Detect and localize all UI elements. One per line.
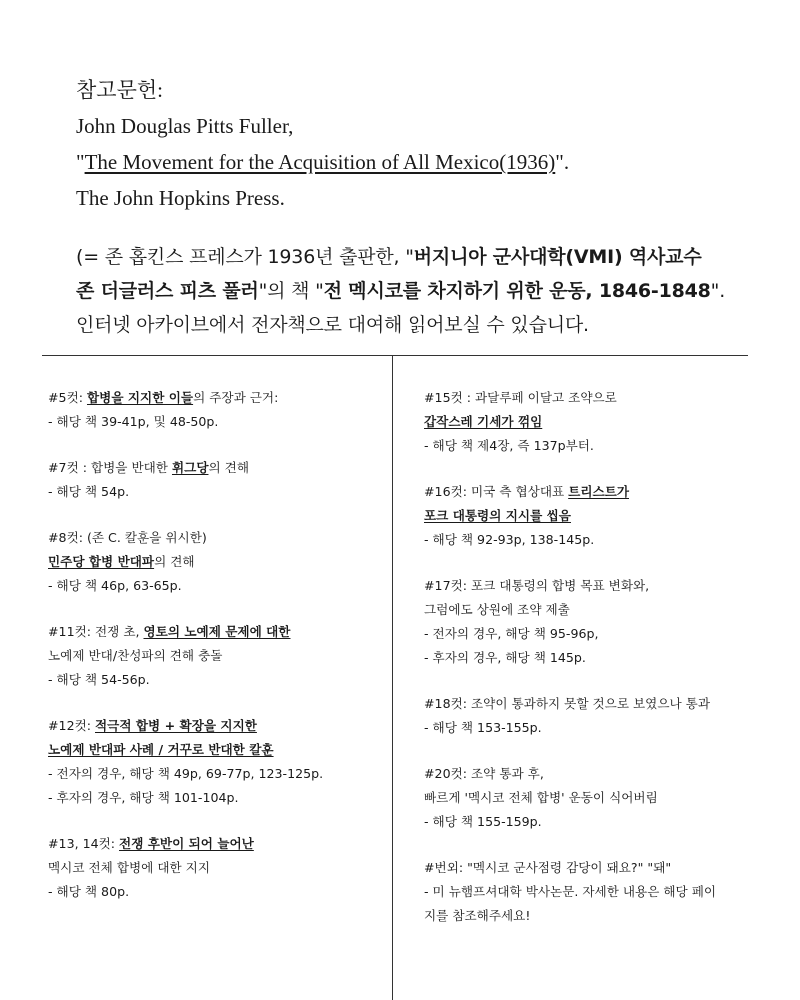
note-author-name: 존 더글러스 피츠 풀러 xyxy=(76,280,259,302)
entry-line xyxy=(48,456,388,480)
entry-line xyxy=(424,622,760,646)
entry-text: - 해당 책 46p, 63-65p. xyxy=(48,578,182,593)
highlighted-text: 트리스트가 xyxy=(568,484,629,499)
reference-entry xyxy=(48,386,388,434)
entry-text: #8컷: (존 C. 칼훈을 위시한) xyxy=(48,530,207,545)
horizontal-divider xyxy=(42,355,748,356)
entry-line xyxy=(48,386,388,410)
entry-line xyxy=(48,880,388,904)
note-book-title: 전 멕시코를 차지하기 위한 운동, 1846-1848 xyxy=(323,280,711,302)
reference-entry xyxy=(424,574,760,670)
highlighted-text: 포크 대통령의 지시를 씹음 xyxy=(424,508,571,523)
entry-text: - 후자의 경우, 해당 책 145p. xyxy=(424,650,586,665)
entry-text: - 해당 책 54p. xyxy=(48,484,130,499)
entry-text: - 해당 책 54-56p. xyxy=(48,672,150,687)
entry-line xyxy=(48,714,388,738)
entry-line xyxy=(424,480,760,504)
entry-line xyxy=(48,738,388,762)
reference-entry xyxy=(48,832,388,904)
references-heading: 참고문헌: xyxy=(76,78,163,102)
highlighted-text: 적극적 합병 + 확장을 지지한 xyxy=(95,718,257,733)
reference-entry xyxy=(424,480,760,552)
reference-title: The Movement for the Acquisition of All Mexico(1936) xyxy=(84,150,556,174)
reference-entry xyxy=(424,692,760,740)
note-line-3: 인터넷 아카이브에서 전자책으로 대여해 읽어보실 수 있습니다. xyxy=(76,314,589,336)
entry-text: - 해당 책 155-159p. xyxy=(424,814,542,829)
entry-text: #16컷: 미국 측 협상대표 xyxy=(424,484,569,499)
entry-line xyxy=(48,644,388,668)
entry-line xyxy=(424,528,760,552)
note-line-1-text: (= 존 홉킨스 프레스가 1936년 출판한, " xyxy=(76,246,414,268)
entry-text: - 미 뉴햄프셔대학 박사논문. 자세한 내용은 해당 페이 xyxy=(424,884,717,899)
reference-entry xyxy=(424,386,760,458)
highlighted-text: 합병을 지지한 이들 xyxy=(86,390,194,405)
entry-text: #11컷: 전쟁 초, xyxy=(48,624,144,639)
entry-text: - 전자의 경우, 해당 책 95-96p, xyxy=(424,626,599,641)
entry-line xyxy=(424,762,760,786)
note-line-2 xyxy=(76,274,776,308)
reference-title-line xyxy=(76,144,776,180)
reference-entry xyxy=(48,526,388,598)
entry-line xyxy=(48,480,388,504)
highlighted-text: 전쟁 후반이 되어 늘어난 xyxy=(119,836,254,851)
reference-entry xyxy=(48,620,388,692)
left-column xyxy=(48,386,388,926)
entry-text: #12컷: xyxy=(48,718,95,733)
quote-open: " xyxy=(76,150,85,174)
reference-entry xyxy=(424,856,760,928)
highlighted-text: 갑작스레 기세가 꺾임 xyxy=(424,414,543,429)
right-column xyxy=(424,386,760,950)
entry-line xyxy=(48,762,388,786)
entry-line xyxy=(424,410,760,434)
entry-text: #17컷: 포크 대통령의 합병 목표 변화와, xyxy=(424,578,650,593)
entry-line xyxy=(48,786,388,810)
entry-line xyxy=(424,880,760,904)
note-line-1 xyxy=(76,240,776,274)
entry-line xyxy=(424,692,760,716)
entry-text: - 해당 책 92-93p, 138-145p. xyxy=(424,532,595,547)
entry-text: #18컷: 조약이 통과하지 못할 것으로 보였으나 통과 xyxy=(424,696,710,711)
note-author-role: 버지니아 군사대학(VMI) 역사교수 xyxy=(413,246,702,268)
highlighted-text: 민주당 합병 반대파 xyxy=(48,554,155,569)
entry-line xyxy=(48,832,388,856)
entry-line xyxy=(48,410,388,434)
entry-text: #5컷: xyxy=(48,390,87,405)
entry-text: 그럼에도 상원에 조약 제출 xyxy=(424,602,570,617)
entry-line xyxy=(424,716,760,740)
entry-text: 의 견해 xyxy=(208,460,249,475)
entry-text: #13, 14컷: xyxy=(48,836,120,851)
references-block xyxy=(76,72,776,342)
entry-text: 빠르게 '멕시코 전체 합병' 운동이 식어버림 xyxy=(424,790,658,805)
note-line-2-text: "의 책 " xyxy=(258,280,324,302)
reference-author: John Douglas Pitts Fuller, xyxy=(76,114,294,138)
quote-close: ". xyxy=(555,150,570,174)
highlighted-text: 휘그당 xyxy=(171,460,209,475)
reference-publisher: The John Hopkins Press. xyxy=(76,186,285,210)
entry-text: - 후자의 경우, 해당 책 101-104p. xyxy=(48,790,239,805)
entry-line xyxy=(424,810,760,834)
reference-entry xyxy=(48,456,388,504)
note-line-2-end: ". xyxy=(710,280,726,302)
entry-text: - 해당 책 제4장, 즉 137p부터. xyxy=(424,438,594,453)
entry-text: 의 주장과 근거: xyxy=(193,390,279,405)
entry-text: - 해당 책 80p. xyxy=(48,884,130,899)
entry-text: 의 견해 xyxy=(154,554,195,569)
entry-line xyxy=(48,550,388,574)
entry-line xyxy=(48,668,388,692)
entry-text: #15컷 : 과달루페 이달고 조약으로 xyxy=(424,390,617,405)
vertical-divider xyxy=(392,356,393,1000)
entry-line xyxy=(424,434,760,458)
highlighted-text: 영토의 노예제 문제에 대한 xyxy=(143,624,291,639)
entry-line xyxy=(424,786,760,810)
entry-line xyxy=(424,904,760,928)
reference-entry xyxy=(48,714,388,810)
entry-line xyxy=(48,856,388,880)
entry-text: 지를 참조해주세요! xyxy=(424,908,531,923)
entry-text: 멕시코 전체 합병에 대한 지지 xyxy=(48,860,210,875)
entry-line xyxy=(48,620,388,644)
entry-text: #20컷: 조약 통과 후, xyxy=(424,766,544,781)
entry-text: - 해당 책 153-155p. xyxy=(424,720,542,735)
entry-text: - 전자의 경우, 해당 책 49p, 69-77p, 123-125p. xyxy=(48,766,324,781)
entry-text: #번외: "멕시코 군사점령 감당이 돼요?" "돼" xyxy=(424,860,672,875)
entry-line xyxy=(424,504,760,528)
entry-line xyxy=(48,574,388,598)
entry-text: - 해당 책 39-41p, 및 48-50p. xyxy=(48,414,219,429)
korean-note xyxy=(76,240,776,342)
entry-line xyxy=(424,386,760,410)
entry-line xyxy=(424,598,760,622)
entry-line xyxy=(48,526,388,550)
entry-text: #7컷 : 합병을 반대한 xyxy=(48,460,172,475)
entry-text: 노예제 반대/찬성파의 견해 충돌 xyxy=(48,648,223,663)
entry-line xyxy=(424,574,760,598)
reference-entry xyxy=(424,762,760,834)
highlighted-text: 노예제 반대파 사례 / 거꾸로 반대한 칼훈 xyxy=(48,742,274,757)
entry-line xyxy=(424,856,760,880)
entry-line xyxy=(424,646,760,670)
